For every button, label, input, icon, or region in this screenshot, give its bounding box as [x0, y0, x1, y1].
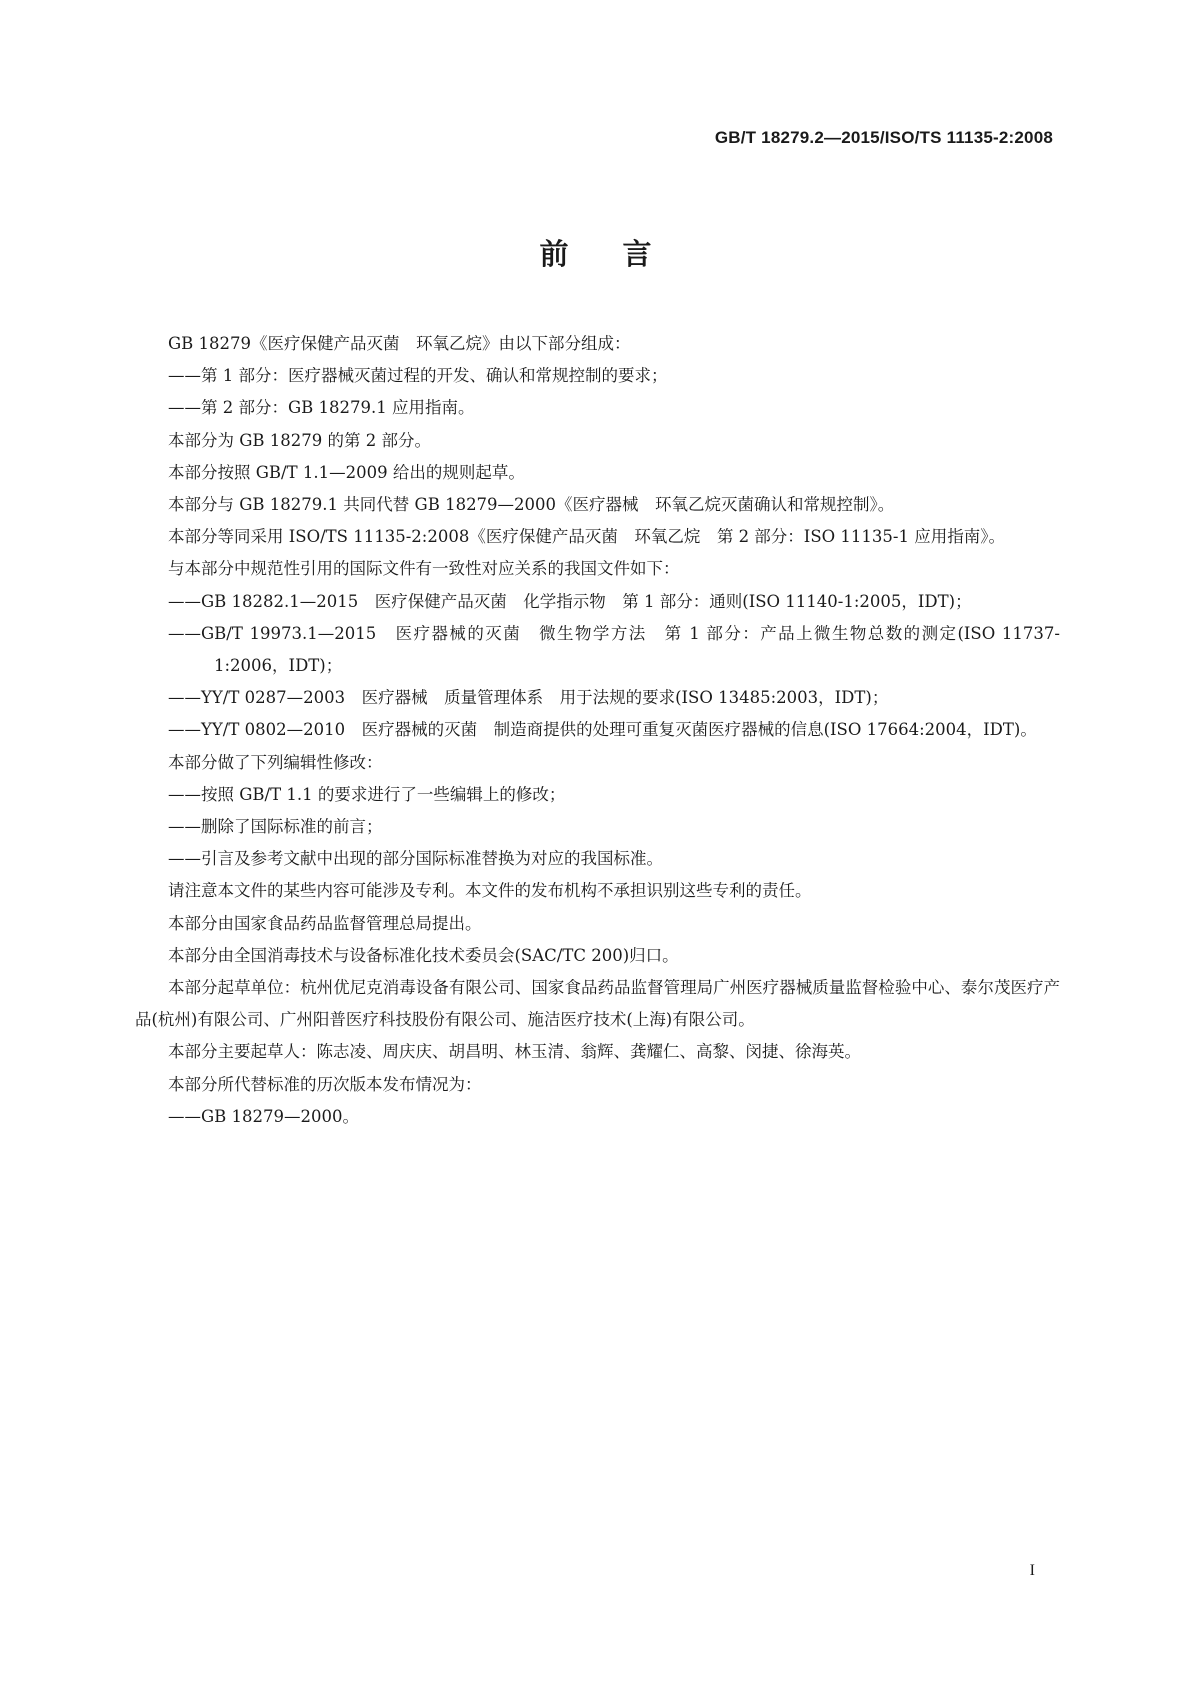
paragraph: 请注意本文件的某些内容可能涉及专利。本文件的发布机构不承担识别这些专利的责任。 [168, 881, 812, 901]
list-item: ——YY/T 0802—2010 医疗器械的灭菌 制造商提供的处理可重复灭菌医疗器械的信息(ISO 17664:2004，IDT)。 [168, 720, 1037, 740]
paragraph: 本部分主要起草人：陈志凌、周庆庆、胡昌明、林玉清、翁辉、龚耀仁、高黎、闵捷、徐海英。 [168, 1042, 861, 1062]
paragraph: 本部分由国家食品药品监督管理总局提出。 [168, 913, 482, 933]
list-item: ——按照 GB/T 1.1 的要求进行了一些编辑上的修改； [168, 784, 566, 804]
list-item: ——YY/T 0287—2003 医疗器械 质量管理体系 用于法规的要求(ISO 13485:2003，IDT)； [168, 688, 889, 708]
list-item: ——删除了国际标准的前言； [168, 817, 383, 837]
list-item: ——GB 18279—2000。 [168, 1106, 360, 1126]
paragraph: 本部分等同采用 ISO/TS 11135-2:2008《医疗保健产品灭菌 环氧乙烷 第 2 部分：ISO 11135-1 应用指南》。 [168, 527, 1005, 547]
paragraph: 与本部分中规范性引用的国际文件有一致性对应关系的我国文件如下： [168, 559, 680, 579]
paragraph: 本部分所代替标准的历次版本发布情况为： [168, 1074, 482, 1094]
list-item: ——GB/T 19973.1—2015 医疗器械的灭菌 微生物学方法 第 1 部分：产品上微生物总数的测定(ISO 11737-1:2006，IDT)； [168, 623, 1060, 676]
list-item: ——引言及参考文献中出现的部分国际标准替换为对应的我国标准。 [168, 849, 663, 869]
paragraph: 本部分按照 GB/T 1.1—2009 给出的规则起草。 [168, 462, 525, 482]
paragraph: 本部分做了下列编辑性修改： [168, 752, 383, 772]
paragraph: GB 18279《医疗保健产品灭菌 环氧乙烷》由以下部分组成： [168, 334, 631, 353]
standard-code-header: GB/T 18279.2—2015/ISO/TS 11135-2:2008 [714, 128, 1053, 147]
list-item: ——GB 18282.1—2015 医疗保健产品灭菌 化学指示物 第 1 部分：通则(ISO 11140-1:2005，IDT)； [168, 591, 972, 611]
page-title: 前言 [539, 237, 706, 271]
foreword-body [135, 328, 1060, 1133]
page-number: I [1029, 1562, 1035, 1579]
paragraph: 本部分起草单位：杭州优尼克消毒设备有限公司、国家食品药品监督管理局广州医疗器械质量监督检验中心、泰尔茂医疗产品(杭州)有限公司、广州阳普医疗科技股份有限公司、施洁医疗技术(上海)有限公司。 [135, 978, 1060, 1030]
paragraph: 本部分由全国消毒技术与设备标准化技术委员会(SAC/TC 200)归口。 [168, 945, 679, 965]
paragraph: 本部分与 GB 18279.1 共同代替 GB 18279—2000《医疗器械 环氧乙烷灭菌确认和常规控制》。 [168, 495, 895, 515]
list-item: ——第 1 部分：医疗器械灭菌过程的开发、确认和常规控制的要求； [168, 366, 668, 386]
list-item: ——第 2 部分：GB 18279.1 应用指南。 [168, 398, 475, 418]
paragraph: 本部分为 GB 18279 的第 2 部分。 [168, 430, 432, 450]
